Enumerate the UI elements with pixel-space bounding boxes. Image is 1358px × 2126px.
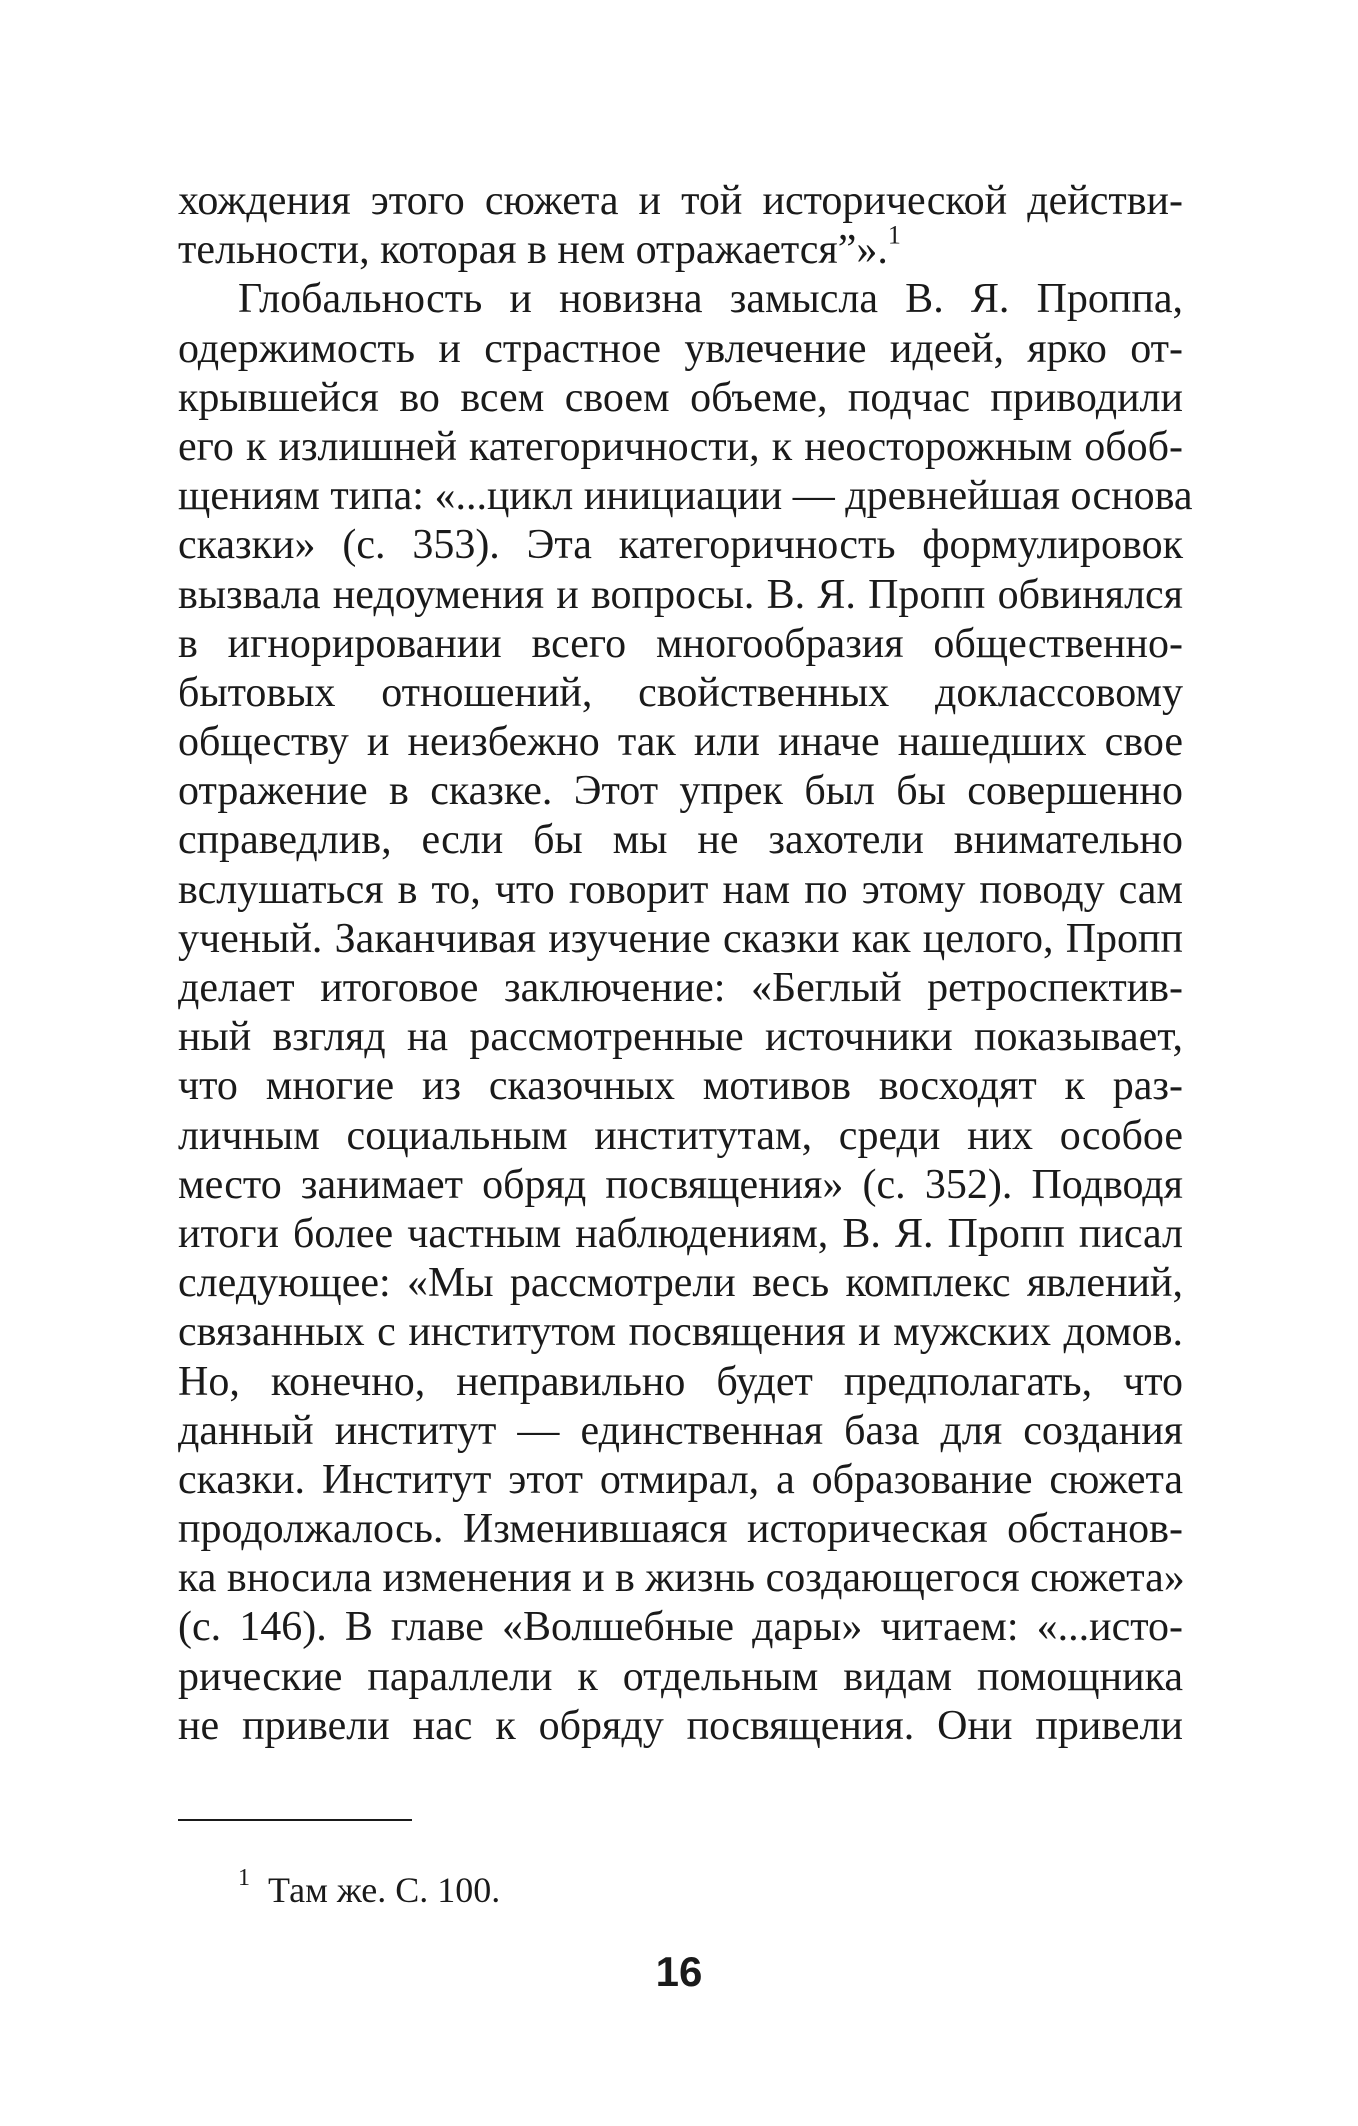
text-line: ученый. Заканчивая изучение сказки как целого, Пропп xyxy=(178,915,1183,962)
text-line: следующее: «Мы рассмотрели весь комплекс явлений, xyxy=(178,1260,1183,1307)
text-line: сказки. Институт этот отмирал, а образование сюжета xyxy=(178,1456,1183,1503)
footnote-marker: 1 xyxy=(238,1865,250,1892)
text-line xyxy=(178,220,1183,275)
text-line: вслушаться в то, что говорит нам по этому поводу сам xyxy=(178,866,1183,913)
text-line: рические параллели к отдельным видам помощника xyxy=(178,1653,1183,1700)
text-line: хождения этого сюжета и той исторической действи- xyxy=(178,178,1183,224)
text-line: связанных с институтом посвящения и мужских домов. xyxy=(178,1309,1183,1356)
text-line: личным социальным институтам, среди них особое xyxy=(178,1112,1183,1159)
footnote-reference: 1 xyxy=(887,220,901,250)
text-line: делает итоговое заключение: «Беглый ретроспектив- xyxy=(178,965,1183,1011)
text-line-content: тельности, которая в нем отражается”». xyxy=(178,227,888,274)
text-line: Но, конечно, неправильно будет предполагать, что xyxy=(178,1358,1183,1405)
text-line: справедлив, если бы мы не захотели внимательно xyxy=(178,817,1183,864)
text-line: обществу и неизбежно так или иначе нашедших свое xyxy=(178,719,1183,766)
page-number: 16 xyxy=(655,1948,703,1995)
text-line: крывшейся во всем своем объеме, подчас приводили xyxy=(178,374,1183,421)
text-line: что многие из сказочных мотивов восходят к раз- xyxy=(178,1063,1183,1110)
text-line: (с. 146). В главе «Волшебные дары» читаем: «...исто- xyxy=(178,1604,1183,1651)
text-line: его к излишней категоричности, к неосторожным обоб- xyxy=(178,423,1183,470)
text-line: продолжалось. Изменившаяся историческая обстанов- xyxy=(178,1506,1183,1553)
text-line: ка вносила изменения и в жизнь создающегося сюжета» xyxy=(178,1555,1185,1602)
text-line: одержимость и страстное увлечение идеей, ярко от- xyxy=(178,325,1183,372)
text-line: вызвала недоумения и вопросы. В. Я. Пропп обвинялся xyxy=(178,571,1183,618)
main-text xyxy=(178,177,1193,1751)
text-line: отражение в сказке. Этот упрек был бы совершенно xyxy=(178,768,1183,815)
text-line: место занимает обряд посвящения» (с. 352). Подводя xyxy=(178,1161,1183,1208)
text-line: Глобальность и новизна замысла В. Я. Проппа, xyxy=(238,276,1183,323)
text-line: бытовых отношений, свойственных доклассовому xyxy=(178,669,1183,716)
text-line: щениям типа: «...цикл инициации — древнейшая основа xyxy=(178,473,1193,520)
footnote xyxy=(238,1865,501,1912)
footnote-text: Там же. С. 100. xyxy=(268,1870,501,1910)
text-line: итоги более частным наблюдениям, В. Я. Пропп писал xyxy=(178,1210,1183,1257)
text-line: данный институт — единственная база для создания xyxy=(178,1407,1183,1454)
text-line: ный взгляд на рассмотренные источники показывает, xyxy=(178,1014,1183,1061)
text-line: сказки» (с. 353). Эта категоричность формулировок xyxy=(178,522,1183,569)
text-line: в игнорировании всего многообразия общественно- xyxy=(178,620,1183,667)
footnote-divider xyxy=(178,1819,412,1821)
text-line: не привели нас к обряду посвящения. Они привели xyxy=(178,1702,1183,1749)
